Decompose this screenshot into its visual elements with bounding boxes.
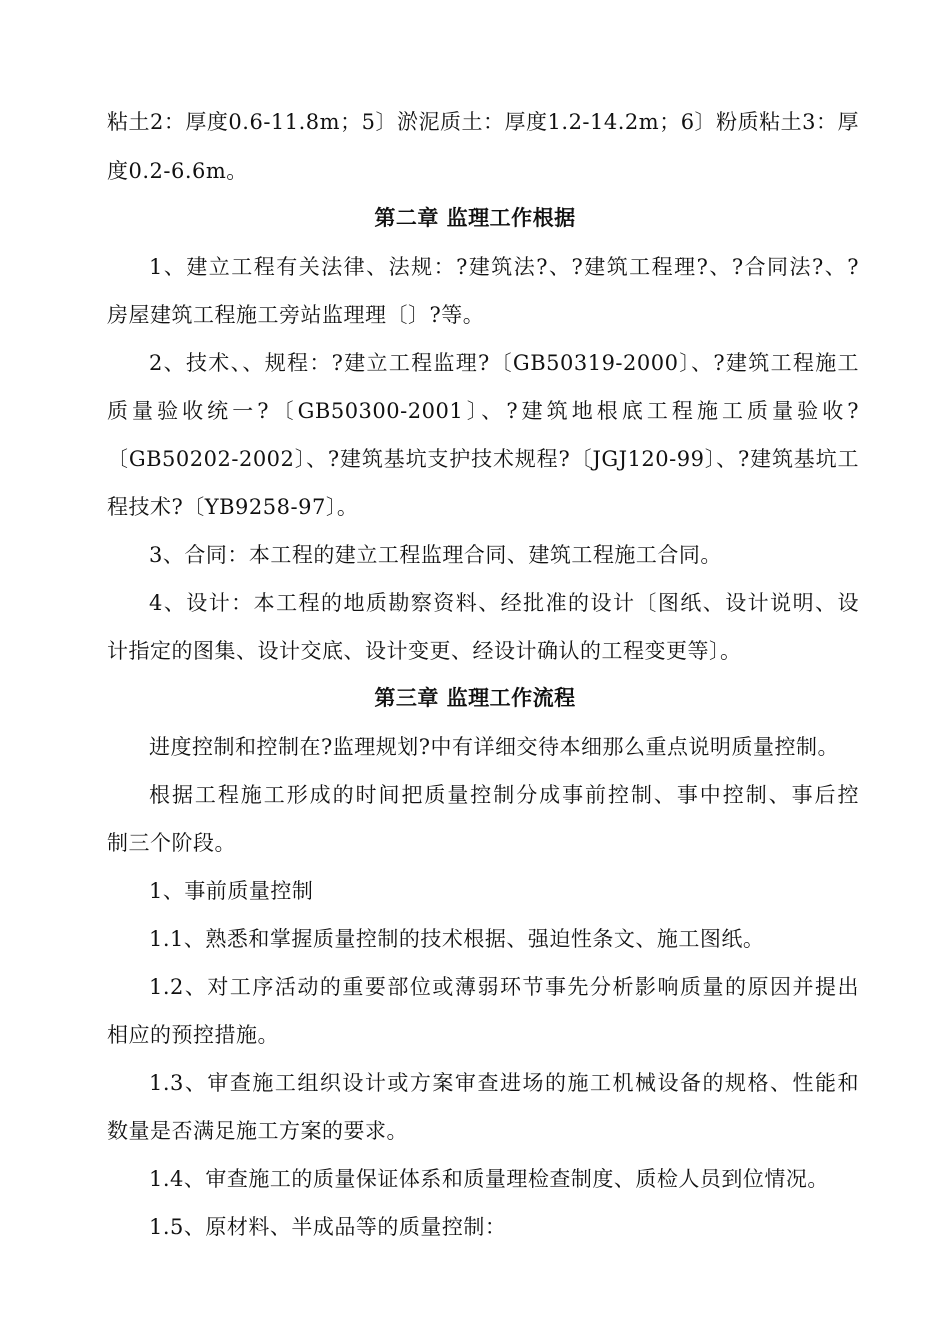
item-1-laws-line-2: 房屋建筑工程施工旁站监理理〔〕?等。 — [107, 303, 485, 327]
paragraph-soil-layers-line-2: 度0.2-6.6m。 — [107, 159, 248, 183]
item-1-laws-line-1: 1、建立工程有关法律、法规：?建筑法?、?建筑工程理?、?合同法?、? — [149, 255, 859, 279]
paragraph-stages-line-2: 制三个阶段。 — [107, 831, 236, 855]
item-1-3-line-1: 1.3、审查施工组织设计或方案审查进场的施工机械设备的规格、性能和 — [149, 1071, 859, 1095]
chapter-2-heading: 第二章 监理工作根据 — [374, 206, 576, 230]
item-2-standards-line-1: 2、技术、、规程：?建立工程监理?〔GB50319-2000〕、?建筑工程施工 — [149, 351, 859, 375]
item-2-standards-line-2: 质量验收统一?〔GB50300-2001〕、?建筑地根底工程施工质量验收? — [107, 399, 859, 423]
item-4-design-line-1: 4、设计：本工程的地质勘察资料、经批准的设计〔图纸、设计说明、设 — [149, 591, 859, 615]
item-2-standards-line-3: 〔GB50202-2002〕、?建筑基坑支护技术规程?〔JGJ120-99〕、?建筑基坑工 — [107, 447, 859, 471]
item-1-2-line-1: 1.2、对工序活动的重要部位或薄弱环节事先分析影响质量的原因并提出 — [149, 975, 859, 999]
item-1-1: 1.1、熟悉和掌握质量控制的技术根据、强迫性条文、施工图纸。 — [149, 927, 765, 951]
item-4-design-line-2: 计指定的图集、设计交底、设计变更、经设计确认的工程变更等〕。 — [107, 639, 742, 663]
item-3-contract: 3、合同：本工程的建立工程监理合同、建筑工程施工合同。 — [149, 543, 722, 567]
item-1-4: 1.4、审查施工的质量保证体系和质量理检查制度、质检人员到位情况。 — [149, 1167, 829, 1191]
paragraph-stages-line-1: 根据工程施工形成的时间把质量控制分成事前控制、事中控制、事后控 — [149, 783, 859, 807]
item-1-3-line-2: 数量是否满足施工方案的要求。 — [107, 1119, 408, 1143]
chapter-3-heading: 第三章 监理工作流程 — [374, 686, 576, 710]
item-1-2-line-2: 相应的预控措施。 — [107, 1023, 279, 1047]
paragraph-soil-layers-line-1: 粘土2：厚度0.6-11.8m；5〕淤泥质土：厚度1.2-14.2m；6〕粉质粘土3：厚 — [107, 110, 859, 134]
paragraph-progress-control: 进度控制和控制在?监理规划?中有详细交待本细那么重点说明质量控制。 — [149, 735, 840, 759]
section-1-pre-control: 1、事前质量控制 — [149, 879, 314, 903]
item-1-5: 1.5、原材料、半成品等的质量控制： — [149, 1215, 507, 1239]
item-2-standards-line-4: 程技术?〔YB9258-97〕。 — [107, 495, 359, 519]
